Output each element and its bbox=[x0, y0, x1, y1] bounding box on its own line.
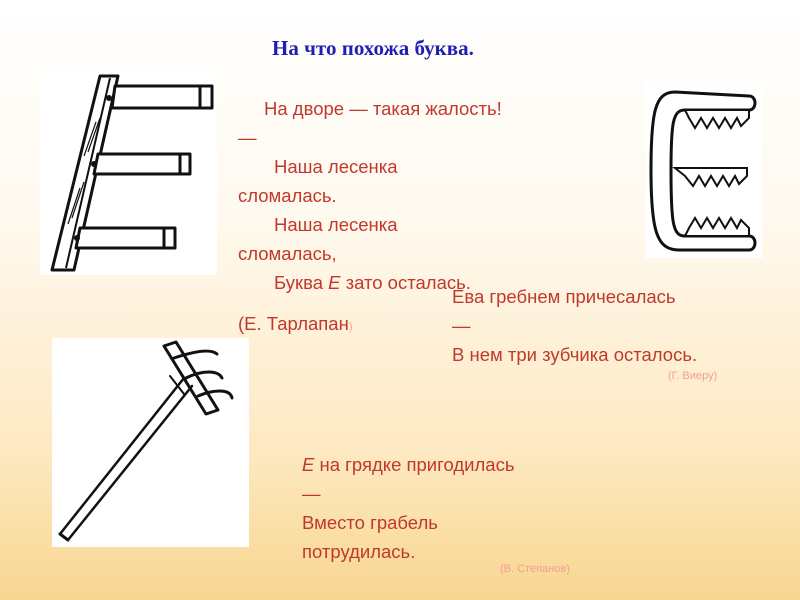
poem-line: — bbox=[452, 315, 471, 336]
slide-title: На что похожа буква. bbox=[272, 36, 474, 60]
poem-vieru bbox=[452, 282, 697, 369]
poem-line: Ева гребнем причесалась bbox=[452, 286, 676, 307]
author-name: (Е. Тарлапан bbox=[238, 313, 349, 334]
author-vieru: (Г. Виеру) bbox=[668, 370, 718, 382]
ladder-e-illustration bbox=[40, 68, 217, 275]
author-stepanov: (В. Степанов) bbox=[500, 563, 570, 575]
poem-stepanov bbox=[302, 450, 514, 566]
poem-line: Вместо грабель bbox=[302, 512, 438, 533]
comb-e-illustration bbox=[645, 82, 762, 258]
author-closing-paren: ) bbox=[348, 321, 353, 333]
author-tarlapan bbox=[238, 309, 352, 342]
poem-tarlapan bbox=[238, 94, 558, 297]
rake-icon bbox=[52, 338, 249, 547]
letter-e: Е bbox=[328, 272, 341, 293]
poem-line: Е на грядке пригодилась bbox=[302, 454, 515, 475]
poem-line: На дворе — такая жалость! bbox=[264, 98, 502, 119]
poem-line: сломалась, bbox=[238, 243, 337, 264]
poem-line: Буква Е зато осталась. bbox=[274, 272, 471, 293]
poem-line: — bbox=[302, 483, 321, 504]
poem-line: потрудилась. bbox=[302, 541, 416, 562]
poem-line: Наша лесенка bbox=[274, 214, 398, 235]
letter-e: Е bbox=[302, 454, 315, 475]
poem-line: Наша лесенка bbox=[274, 156, 398, 177]
poem-line: В нем три зубчика осталось. bbox=[452, 344, 698, 365]
rake-e-illustration bbox=[52, 338, 249, 547]
poem-line: — bbox=[238, 127, 257, 148]
comb-icon bbox=[645, 82, 762, 258]
ladder-icon bbox=[40, 68, 217, 275]
poem-line: сломалась. bbox=[238, 185, 337, 206]
